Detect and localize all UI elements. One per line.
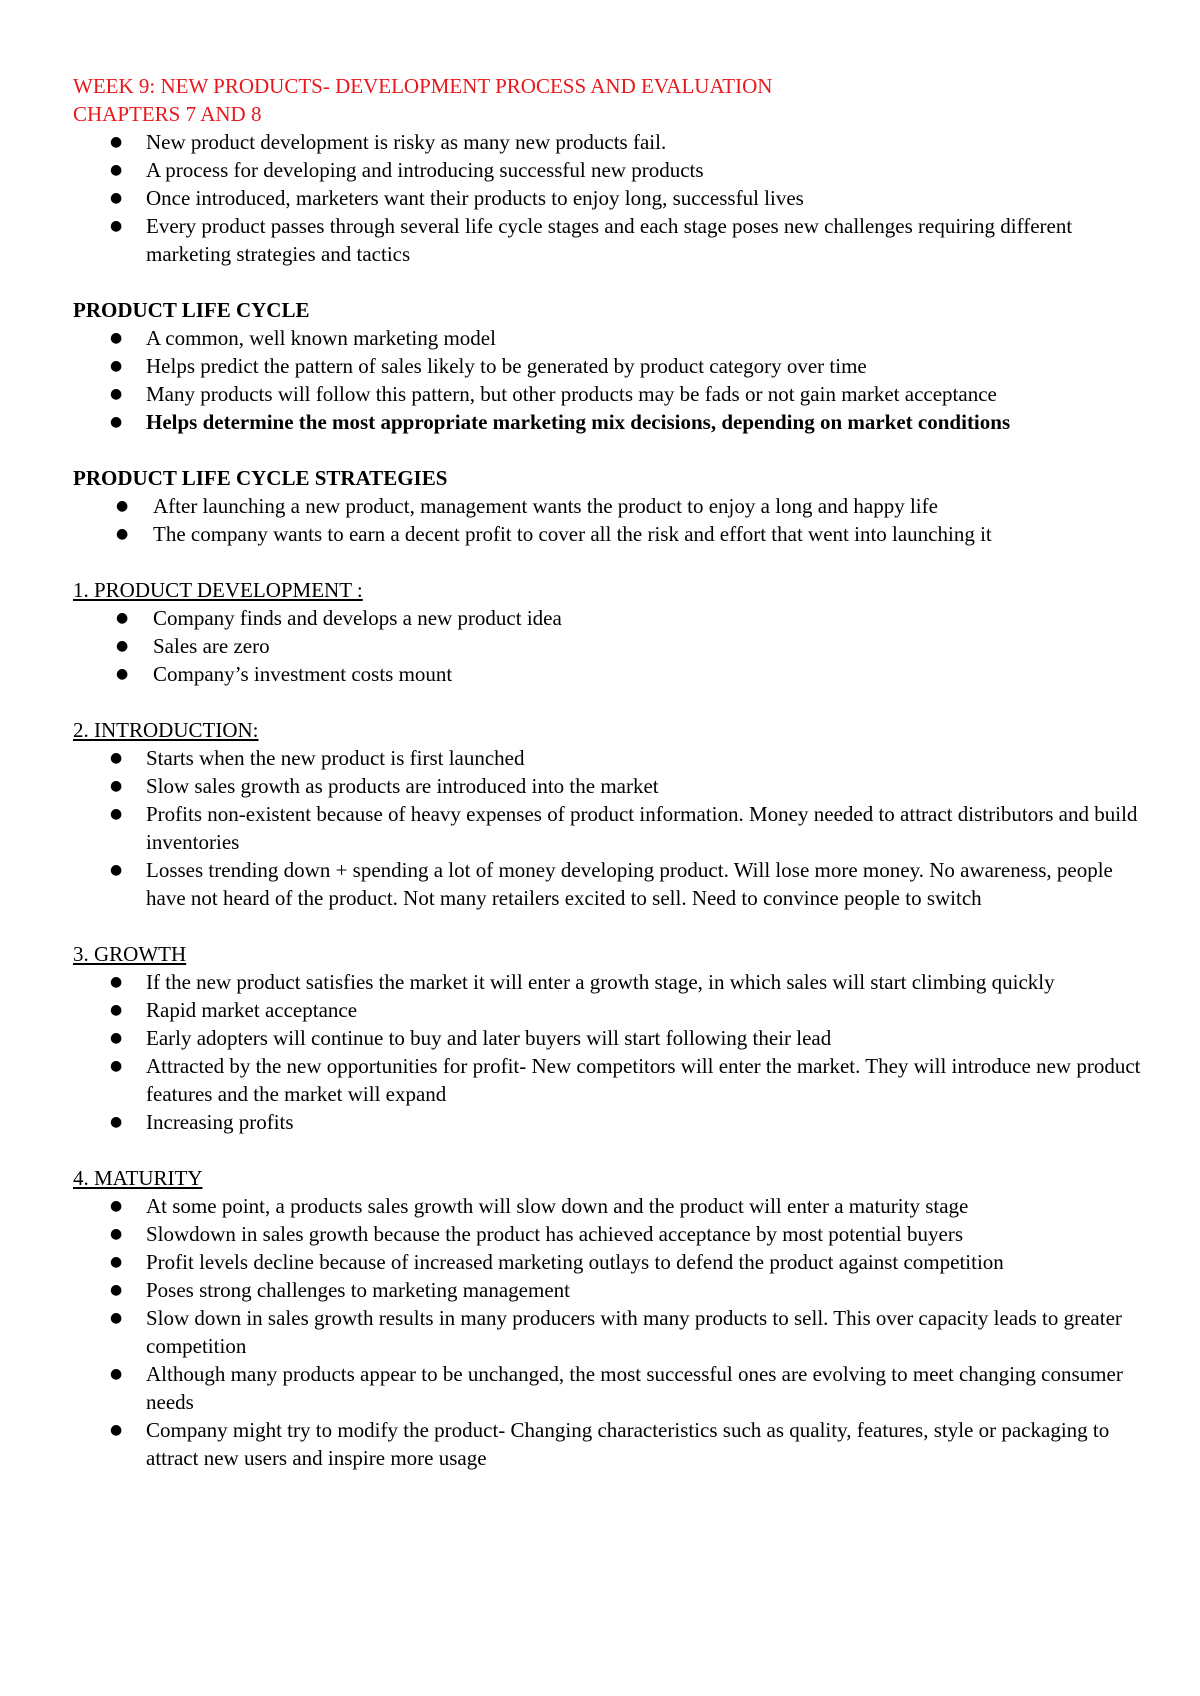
plc-strategies-list bbox=[73, 492, 1143, 548]
list-item: ● Company’s investment costs mount bbox=[73, 660, 1143, 688]
list-item: ● Starts when the new product is first launched bbox=[73, 744, 1143, 772]
week-title: WEEK 9: NEW PRODUCTS- DEVELOPMENT PROCESS AND EVALUATION bbox=[73, 74, 773, 98]
chapters-title: CHAPTERS 7 AND 8 bbox=[73, 102, 262, 126]
list-item: ● At some point, a products sales growth will slow down and the product will enter a maturity stage bbox=[73, 1192, 1143, 1220]
list-item: ● Although many products appear to be unchanged, the most successful ones are evolving to meet changing consumer needs bbox=[73, 1360, 1143, 1416]
stage-growth-heading: 3. GROWTH bbox=[73, 942, 187, 966]
stage-maturity-heading: 4. MATURITY bbox=[73, 1166, 203, 1190]
list-item: ● Poses strong challenges to marketing management bbox=[73, 1276, 1143, 1304]
list-item: ● Profit levels decline because of increased marketing outlays to defend the product against competition bbox=[73, 1248, 1143, 1276]
stage-development-heading: 1. PRODUCT DEVELOPMENT : bbox=[73, 578, 363, 602]
stage-maturity-list bbox=[73, 1192, 1143, 1472]
list-item: ● Early adopters will continue to buy and later buyers will start following their lead bbox=[73, 1024, 1143, 1052]
list-item: ● Increasing profits bbox=[73, 1108, 1143, 1136]
stage-introduction-list bbox=[73, 744, 1143, 912]
list-item-emphasis: ● Helps determine the most appropriate marketing mix decisions, depending on market conditions bbox=[73, 408, 1143, 436]
list-item: ● New product development is risky as many new products fail. bbox=[73, 128, 1143, 156]
list-item: ● Company might try to modify the product- Changing characteristics such as quality, features, style or packaging to attract new users and inspire more usage bbox=[73, 1416, 1143, 1472]
stage-introduction-heading: 2. INTRODUCTION: bbox=[73, 718, 259, 742]
plc-heading: PRODUCT LIFE CYCLE bbox=[73, 298, 310, 322]
list-item: ● Sales are zero bbox=[73, 632, 1143, 660]
document-page bbox=[73, 72, 1143, 1472]
stage-development-list bbox=[73, 604, 1143, 688]
list-item: ● If the new product satisfies the market it will enter a growth stage, in which sales will start climbing quickly bbox=[73, 968, 1143, 996]
stage-growth-list bbox=[73, 968, 1143, 1136]
list-item: ● Rapid market acceptance bbox=[73, 996, 1143, 1024]
list-item: ● A common, well known marketing model bbox=[73, 324, 1143, 352]
list-item: ● The company wants to earn a decent profit to cover all the risk and effort that went into launching it bbox=[73, 520, 1143, 548]
list-item: ● Slow down in sales growth results in many producers with many products to sell. This over capacity leads to greater competition bbox=[73, 1304, 1143, 1360]
plc-list bbox=[73, 324, 1143, 436]
list-item: ● Losses trending down + spending a lot of money developing product. Will lose more money. No awareness, people have not heard of the product. Not many retailers excited to sell. Need to convince people to switch bbox=[73, 856, 1143, 912]
list-item: ● Once introduced, marketers want their products to enjoy long, successful lives bbox=[73, 184, 1143, 212]
list-item: ● Attracted by the new opportunities for profit- New competitors will enter the market. They will introduce new product features and the market will expand bbox=[73, 1052, 1143, 1108]
list-item: ● A process for developing and introducing successful new products bbox=[73, 156, 1143, 184]
list-item: ● Company finds and develops a new product idea bbox=[73, 604, 1143, 632]
list-item: ● Helps predict the pattern of sales likely to be generated by product category over time bbox=[73, 352, 1143, 380]
list-item: ● Slowdown in sales growth because the product has achieved acceptance by most potential buyers bbox=[73, 1220, 1143, 1248]
list-item: ● Slow sales growth as products are introduced into the market bbox=[73, 772, 1143, 800]
plc-strategies-heading: PRODUCT LIFE CYCLE STRATEGIES bbox=[73, 466, 448, 490]
list-item: ● Profits non-existent because of heavy expenses of product information. Money needed to attract distributors and build inventories bbox=[73, 800, 1143, 856]
list-item: ● After launching a new product, management wants the product to enjoy a long and happy life bbox=[73, 492, 1143, 520]
intro-list bbox=[73, 128, 1143, 268]
list-item: ● Every product passes through several life cycle stages and each stage poses new challenges requiring different marketing strategies and tactics bbox=[73, 212, 1143, 268]
list-item: ● Many products will follow this pattern, but other products may be fads or not gain market acceptance bbox=[73, 380, 1143, 408]
